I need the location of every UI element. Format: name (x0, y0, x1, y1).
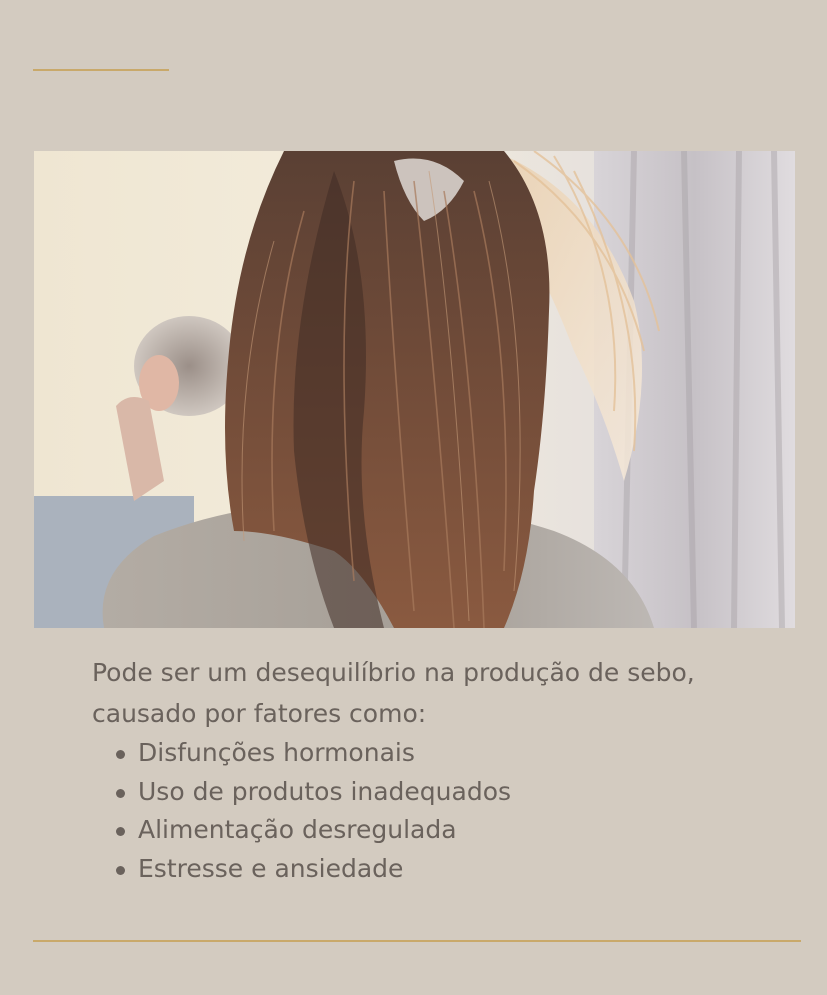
list-item-text: Alimentação desregulada (138, 815, 457, 844)
hair-photo (34, 151, 795, 628)
list-item (114, 850, 732, 889)
bullet-dot-icon (116, 789, 125, 798)
list-item (114, 811, 732, 850)
bullet-dot-icon (116, 750, 125, 759)
bottom-accent-rule (33, 940, 801, 942)
bullet-dot-icon (116, 827, 125, 836)
list-item (114, 734, 732, 773)
list-item-text: Disfunções hormonais (138, 738, 415, 767)
causes-list (92, 734, 732, 888)
list-item (114, 773, 732, 812)
top-accent-rule (33, 69, 169, 71)
intro-paragraph: Pode ser um desequilíbrio na produção de sebo, causado por fatores como: (92, 658, 695, 728)
list-item-text: Uso de produtos inadequados (138, 776, 512, 806)
body-text (92, 652, 732, 888)
bullet-dot-icon (116, 866, 125, 875)
list-item-text: Estresse e ansiedade (138, 853, 404, 883)
